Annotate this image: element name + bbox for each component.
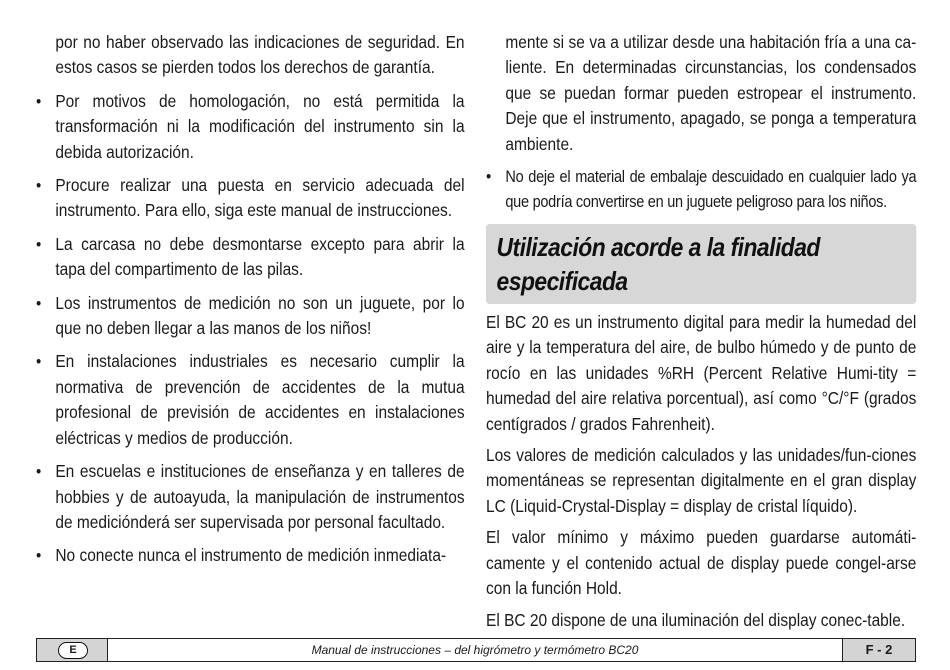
page-number: F - 2 [842,639,915,661]
left-continuation-text: por no haber observado las indicaciones de seguridad. En estos casos se pierden todos los derechos de garantía. [55,32,465,78]
right-column [486,30,916,633]
left-column [36,30,465,569]
bullet-item: • Los instrumentos de medición no son un juguete, por lo que no deben llegar a las manos de los niños! [36,291,465,342]
language-box [37,639,108,661]
bullet-item: • No deje el material de embalaje descuidado en cualquier lado ya que podría convertirse en un juguete peligroso para los niños. [486,165,916,214]
language-badge: E [58,642,88,659]
bullet-item: • En escuelas e instituciones de enseñanza y en talleres de hobbies y de autoayuda, la manipulación de instrumentos de mediciónderá ser supervisada por personal facultado. [36,459,465,535]
section-heading: Utilización acorde a la finalidad especificada [486,224,916,304]
description-paragraph: El BC 20 dispone de una iluminación del display conec-table. [486,609,906,630]
description-paragraph: El valor mínimo y máximo pueden guardarse automáti-camente y el contenido actual de display puede congel-arse con la función Hold. [486,527,917,599]
page-footer [36,638,916,662]
description-paragraph: Los valores de medición calculados y las unidades/fun-ciones momentáneas se representan digitalmente en el gran display LC (Liquid-Crystal-Display = display de cristal líquido). [486,445,917,516]
bullet-item: • En instalaciones industriales es necesario cumplir la normativa de prevención de accidentes de la mutua profesional de previsión de accidentes en instalaciones eléctricas y medios de producción. [36,349,465,451]
footer-title: Manual de instrucciones – del higrómetro y termómetro BC20 [311,643,639,657]
packaging-bullet-list [486,165,916,214]
bullet-item: • Procure realizar una puesta en servicio adecuada del instrumento. Para ello, siga este manual de instrucciones. [36,173,465,224]
bullet-item: • Por motivos de homologación, no está permitida la transformación ni la modificación del instrumento sin la debida autorización. [36,89,465,165]
right-continuation-text: mente si se va a utilizar desde una habitación fría a una ca-liente. En determinadas circunstancias, los condensados que se puedan formar pueden estropear el instrumento. Deje que el instrumento, apagado, se ponga a temperatura ambiente. [505,32,917,154]
bullet-item: • La carcasa no debe desmontarse excepto para abrir la tapa del compartimento de las pilas. [36,232,465,283]
bullet-item: • No conecte nunca el instrumento de medición inmediata- [36,543,465,568]
safety-bullet-list [36,89,465,569]
description-paragraph: El BC 20 es un instrumento digital para medir la humedad del aire y la temperatura del aire, de bulbo húmedo y de punto de rocío en las unidades %RH (Percent Relative Humi-tity = humedad del aire relativa porcentual), así como °C/°F (grados centígrados / grados Fahrenheit). [486,312,917,434]
